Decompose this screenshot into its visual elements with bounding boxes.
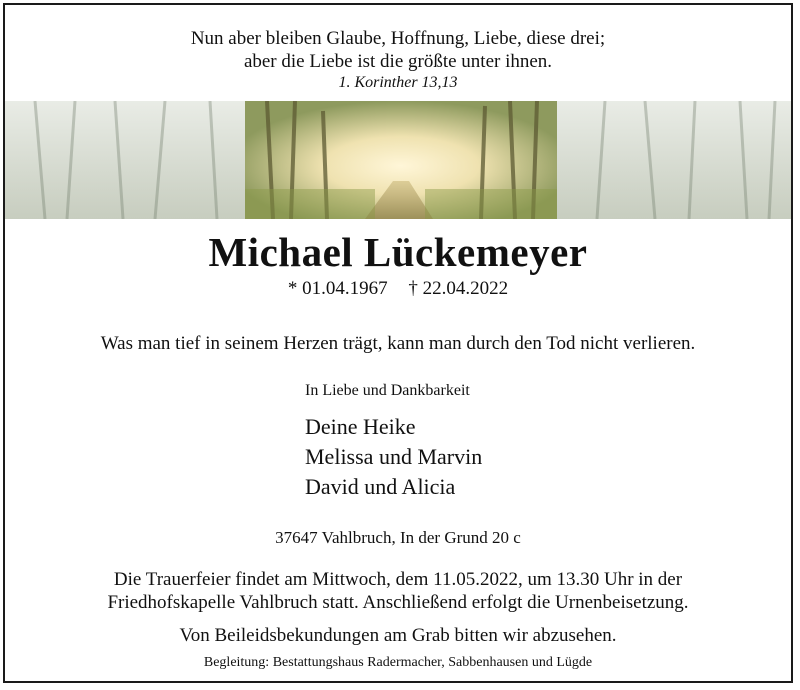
funeral-line-1: Die Trauerfeier findet am Mittwoch, dem 11.05.2022, um 13.30 Uhr in der [113,569,683,590]
family-address: 37647 Vahlbruch, In der Grund 20 c [275,528,521,547]
bible-verse [5,27,791,93]
mourners-list [305,412,482,502]
birth-date: * 01.04.1967 [287,278,388,299]
verse-reference: 1. Korinther 13,13 [338,74,458,91]
verse-line-1: Nun aber bleiben Glaube, Hoffnung, Liebe, diese drei; [190,28,606,49]
memorial-quote: Was man tief in seinem Herzen trägt, kann man durch den Tod nicht verlieren. [100,333,696,354]
obituary-notice [3,3,793,683]
funeral-home-credit: Begleitung: Bestattungshaus Radermacher, Sabbenhausen und Lügde [203,655,593,670]
forest-path-photo [5,101,791,219]
mourner-name: Deine Heike [305,414,416,439]
forest-banner-image [5,101,791,219]
death-date: † 22.04.2022 [408,278,509,299]
funeral-details [5,568,791,614]
funeral-line-2: Friedhofskapelle Vahlbruch statt. Anschließend erfolgt die Urnenbeisetzung. [107,592,689,613]
deceased-name: Michael Lückemeyer [208,229,588,275]
mourners-intro: In Liebe und Dankbarkeit [305,382,470,399]
condolence-note: Von Beileidsbekundungen am Grab bitten wir abzusehen. [179,625,617,646]
life-dates [5,278,791,300]
verse-line-2: aber die Liebe ist die größte unter ihnen. [243,51,553,72]
mourner-name: David und Alicia [305,474,456,499]
mourner-name: Melissa und Marvin [305,444,483,469]
